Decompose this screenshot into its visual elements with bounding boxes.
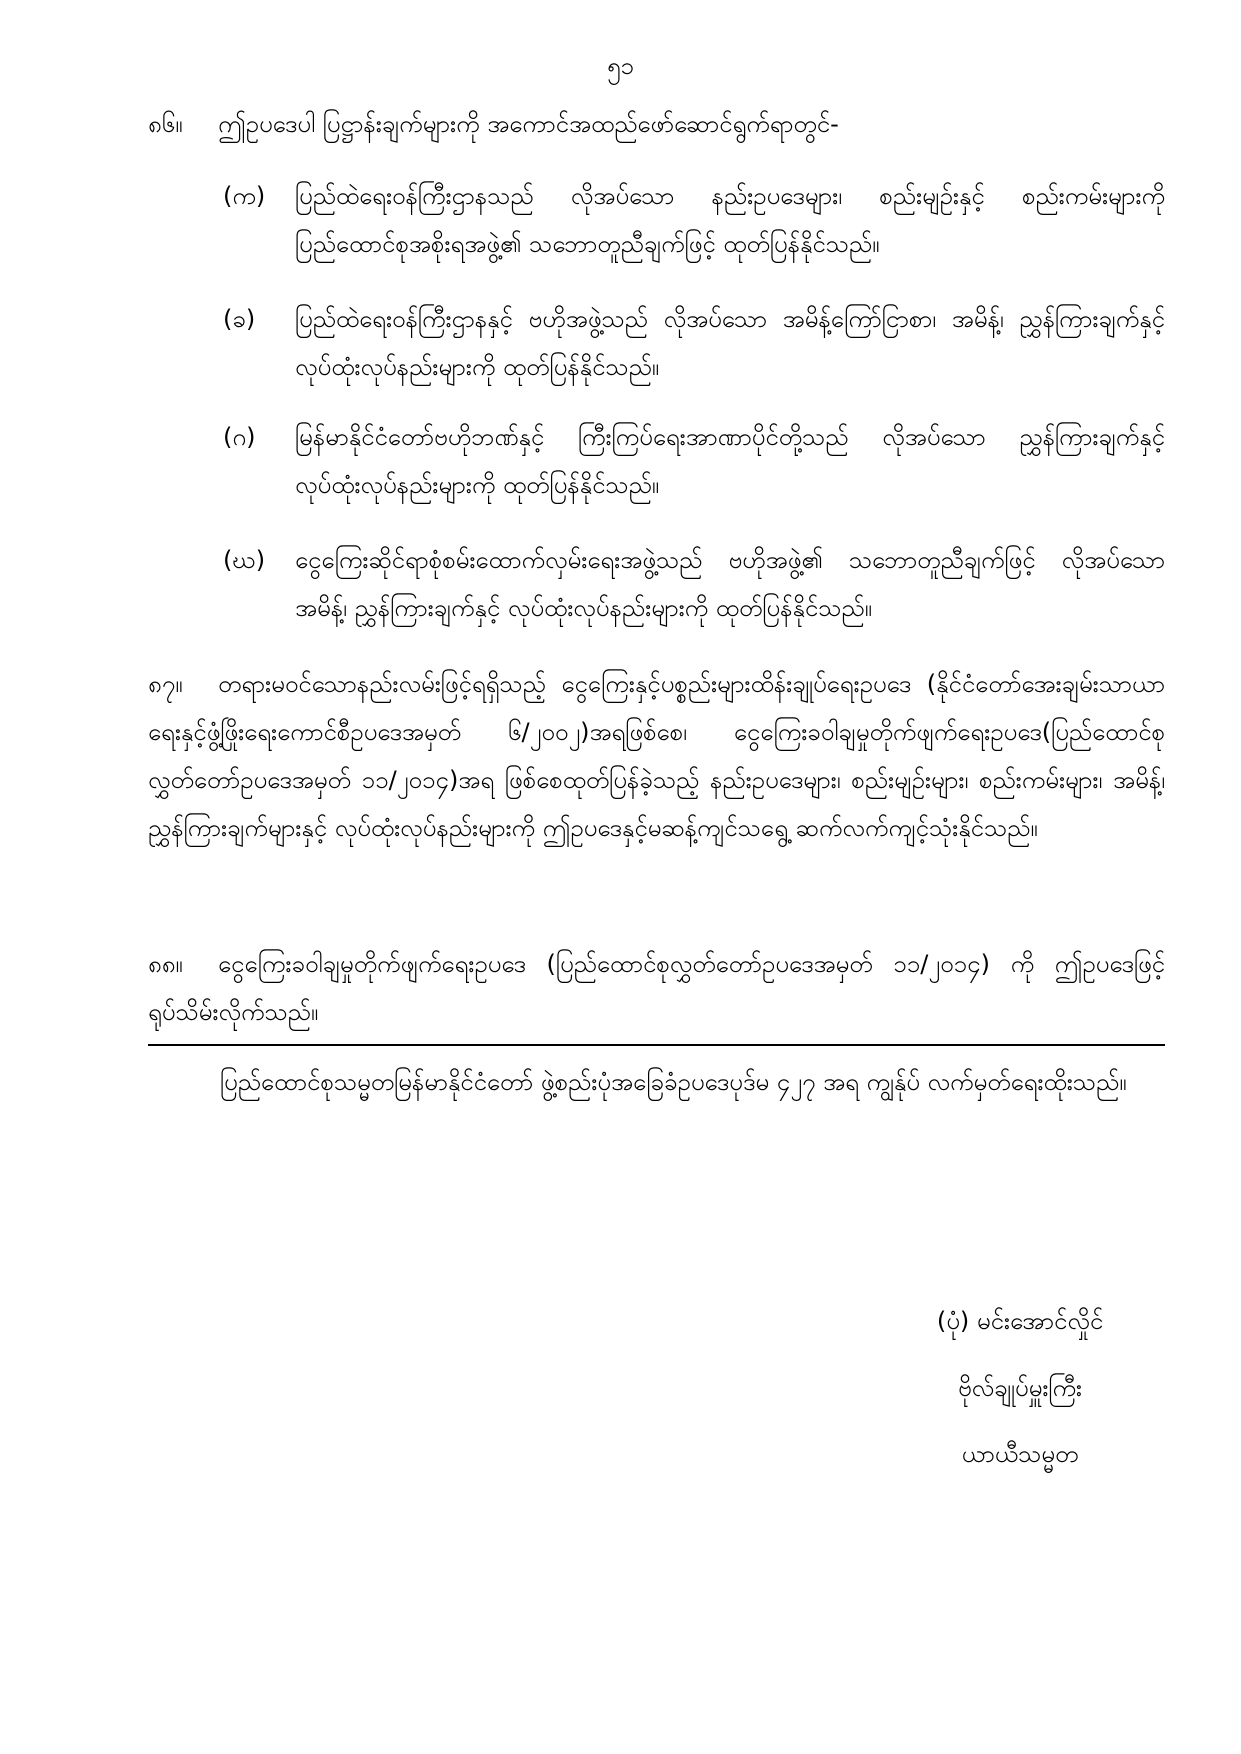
subsection-text: ပြည်ထဲရေးဝန်ကြီးဌာနနှင့် ဗဟိုအဖွဲ့သည် လိုအပ်သော အမိန့်ကြော်ငြာစာ၊ အမိန့်၊ ညွှန်ကြားချက်နှင့် လုပ်ထုံးလုပ်နည်းများကို ထုတ်ပြန်နိုင်သည်။ bbox=[295, 305, 1165, 381]
section-number: ၈၇။ bbox=[148, 670, 183, 698]
subsection-text: ငွေကြေးဆိုင်ရာစုံစမ်းထောက်လှမ်းရေးအဖွဲ့သည် ဗဟိုအဖွဲ့၏ သဘောတူညီချက်ဖြင့် လိုအပ်သော အမိန့်၊ ညွှန်ကြားချက်နှင့် လုပ်ထုံးလုပ်နည်းများကို ထုတ်ပြန်နိုင်သည်။ bbox=[295, 546, 1165, 622]
section-48 bbox=[148, 940, 1165, 1036]
subsection-label: (က) bbox=[223, 182, 266, 210]
subsection-gha bbox=[223, 536, 1165, 632]
section-46 bbox=[148, 100, 1165, 148]
section-number: ၈၈။ bbox=[148, 950, 183, 978]
signature-rank: ဗိုလ်ချုပ်မှူးကြီး bbox=[957, 1374, 1083, 1402]
page-number: ၅၁ bbox=[607, 52, 634, 80]
divider-line bbox=[148, 1044, 1165, 1046]
subsection-label: (ဂ) bbox=[223, 423, 256, 451]
section-number: ၈၆။ bbox=[148, 110, 183, 138]
signature-title: ယာယီသမ္မတ bbox=[961, 1440, 1079, 1468]
section-text: ငွေကြေးခဝါချမှုတိုက်ဖျက်ရေးဥပဒေ (ပြည်ထောင်စုလွှတ်တော်ဥပဒေအမှတ် ၁၁/၂၀၁၄) ကို ဤဥပဒေဖြင့် ရုပ်သိမ်းလိုက်သည်။ bbox=[148, 950, 1165, 1026]
subsection-ka bbox=[223, 172, 1165, 268]
subsection-text: မြန်မာနိုင်ငံတော်ဗဟိုဘဏ်နှင့် ကြီးကြပ်ရေးအာဏာပိုင်တို့သည် လိုအပ်သော ညွှန်ကြားချက်နှင့် လုပ်ထုံးလုပ်နည်းများကို ထုတ်ပြန်နိုင်သည်။ bbox=[295, 423, 1165, 499]
section-text: တရားမဝင်သောနည်းလမ်းဖြင့်ရရှိသည့် ငွေကြေးနှင့်ပစ္စည်းများထိန်းချုပ်ရေးဥပဒေ (နိုင်ငံတော်အေးချမ်းသာယာရေးနှင့်ဖွံ့ဖြိုးရေးကောင်စီဥပဒေအမှတ် ၆/၂၀၀၂)အရဖြစ်စေ၊ ငွေကြေးခဝါချမှုတိုက်ဖျက်ရေးဥပဒေ(ပြည်ထောင်စုလွှတ်တော်ဥပဒေအမှတ် ၁၁/၂၀၁၄)အရ ဖြစ်စေထုတ်ပြန်ခဲ့သည့် နည်းဥပဒေများ၊ စည်းမျဉ်းများ၊ စည်းကမ်းများ၊ အမိန့်၊ ညွှန်ကြားချက်များနှင့် လုပ်ထုံးလုပ်နည်းများကို ဤဥပဒေနှင့်မဆန့်ကျင်သရွေ့ ဆက်လက်ကျင့်သုံးနိုင်သည်။ bbox=[148, 670, 1165, 842]
subsection-kha bbox=[223, 295, 1165, 391]
signature-name: (ပုံ) မင်းအောင်လှိုင် bbox=[936, 1307, 1104, 1335]
section-47 bbox=[148, 660, 1165, 852]
subsection-label: (ဃ) bbox=[223, 546, 266, 574]
subsection-ga bbox=[223, 413, 1165, 509]
subsection-text: ပြည်ထဲရေးဝန်ကြီးဌာနသည် လိုအပ်သော နည်းဥပဒေများ၊ စည်းမျဉ်းနှင့် စည်းကမ်းများကို ပြည်ထောင်စုအစိုးရအဖွဲ့၏ သဘောတူညီချက်ဖြင့် ထုတ်ပြန်နိုင်သည်။ bbox=[295, 182, 1165, 258]
endorsement-text: ပြည်ထောင်စုသမ္မတမြန်မာနိုင်ငံတော် ဖွဲ့စည်းပုံအခြေခံဥပဒေပုဒ်မ ၄၂၇ အရ ကျွန်ုပ် လက်မှတ်ရေးထိုးသည်။ bbox=[220, 1068, 1127, 1096]
subsection-label: (ခ) bbox=[223, 305, 256, 333]
section-text: ဤဥပဒေပါ ပြဋ္ဌာန်းချက်များကို အကောင်အထည်ဖော်ဆောင်ရွက်ရာတွင်- bbox=[218, 110, 839, 138]
